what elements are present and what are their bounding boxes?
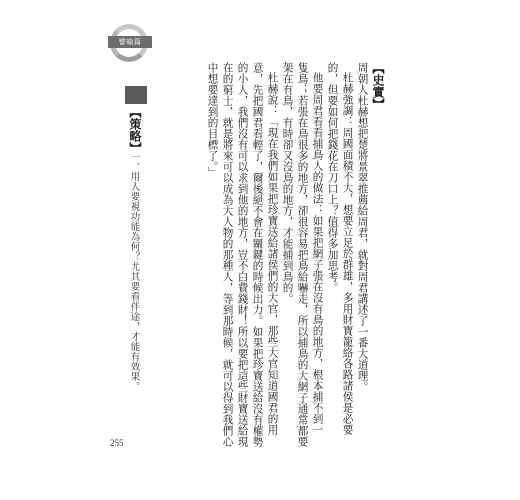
history-column: 周朝人杜赫想把楚將景翠推薦給周君，就對周君講述了一番大道理。 <box>356 62 369 392</box>
strategy-heading: 【策略】 <box>128 106 142 154</box>
history-column: 的，但要如何把錢花在刀口上？值得多加思考。 <box>326 62 339 293</box>
page-number: 255 <box>110 438 124 448</box>
history-column: 的小人，我們沒有可以求到他的地方，豈不白費錢財！所以要把這些財寶送給現 <box>236 62 249 447</box>
history-column: 意，先把國君看輕了，爾後絕不會在關鍵的時候出力。如果把珍寶送給沒有權勢 <box>251 62 264 447</box>
history-column: 在的窮士，就是將來可以成為大人物的那種人，等到那時候，就可以得到我們心 <box>221 62 234 447</box>
history-heading: 【史實】 <box>371 62 385 110</box>
history-column: 中想要達到的目標了。」 <box>206 62 219 178</box>
history-column: 杜赫強調：周國面積不大，想要立足於群雄，多用財寶籠絡各路諸侯是必要 <box>341 72 354 435</box>
history-column: 他要周君看看捕鳥人的做法：如果把網子張在沒有鳥的地方，根本捕不到一 <box>311 72 324 435</box>
strategy-marker <box>125 86 147 104</box>
chapter-logo <box>108 24 156 64</box>
history-column: 隻鳥；若張在鳥很多的地方，卻很容易把鳥給嚇走，所以捕鳥的大網子通常都要 <box>296 62 309 447</box>
chapter-tag: 譬喻篇 <box>108 36 152 48</box>
history-column: 杜赫說：「現在我們如果把珍寶送給諸侯們的大官，那些大官知道國君的用 <box>266 72 279 435</box>
strategy-column: 一、用人要視功能為何？尤其要看伴途，才能有效果。 <box>128 152 140 392</box>
history-column: 架在有鳥，有時卻又沒鳥的地方，才能捕到鳥的。 <box>281 62 294 304</box>
